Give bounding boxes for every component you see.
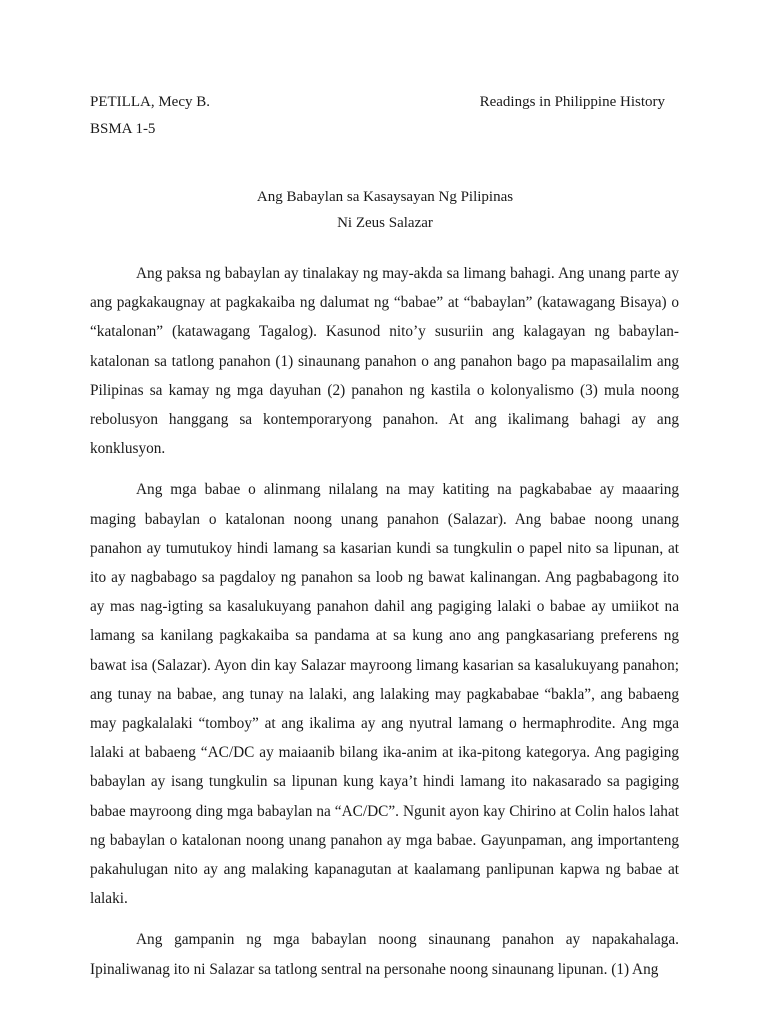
document-byline: Ni Zeus Salazar [337,215,433,231]
paragraph: Ang mga babae o alinmang nilalang na may katiting na pagkababae ay maaaring maging babaylan o katalonan noong unang panahon (Salazar). Ang babae noong unang panahon ay tumutukoy hindi lamang sa kasarian kundi sa tungkulin o papel nito sa lipunan, at ito ay nagbabago sa pagdaloy ng panahon sa loob ng bawat kalinangan. Ang pagbabagong ito ay mas nag-igting sa kasalukuyang panahon dahil ang pagiging lalaki o babae ay umiikot na lamang sa kanilang pagkakaiba sa pandama at sa kung ano ang pangkasariang preferens ng bawat isa (Salazar). Ayon din kay Salazar mayroong limang kasarian sa kasalukuyang panahon; ang tunay na babae, ang tunay na lalaki, ang lalaking may pagkababae “bakla”, ang babaeng may pagkalalaki “tomboy” at ang ikalima ay ang nyutral lamang o hermaphrodite. Ang mga lalaki at babaeng “AC/DC ay maiaanib bilang ika-anim at ika-pitong kategorya. Ang pagiging babaylan ay isang tungkulin sa lipunan kung kaya’t hindi lamang ito nakasarado sa pagiging babae mayroong ding mga babaylan na “AC/DC”. Ngunit ayon kay Chirino at Colin halos lahat ng babaylan o katalonan noong unang panahon ay mga babae. Gayunpaman, ang importanteng pakahulugan nito ay ang malaking kapanagutan at kaalamang panlipunan kapwa ng babae at lalaki. [90,481,679,908]
paragraph: Ang gampanin ng mga babaylan noong sinaunang panahon ay napakahalaga. Ipinaliwanag ito ni Salazar sa tatlong sentral na personahe noong sinaunang lipunan. (1) Ang [90,931,679,978]
course-name: Readings in Philippine History [479,94,665,110]
paragraph: Ang paksa ng babaylan ay tinalakay ng may-akda sa limang bahagi. Ang unang parte ay ang pagkakaugnay at pagkakaiba ng dalumat ng “babae” at “babaylan” (katawagang Bisaya) o “katalonan” (katawagang Tagalog). Kasunod nito’y susuriin ang kalagayan ng babaylan-katalonan sa tatlong panahon (1) sinaunang panahon o ang panahon bago pa mapasailalim ang Pilipinas sa kamay ng mga dayuhan (2) panahon ng kastila o kolonyalismo (3) mula noong rebolusyon hanggang sa kontemporaryong panahon. At ang ikalimang bahagi ay ang konklusyon. [90,265,679,458]
class-section: BSMA 1-5 [90,121,156,137]
author-name: PETILLA, Mecy B. [90,94,210,110]
body-text [90,259,679,996]
document-title: Ang Babaylan sa Kasaysayan Ng Pilipinas [256,189,514,205]
title-block [90,184,680,236]
